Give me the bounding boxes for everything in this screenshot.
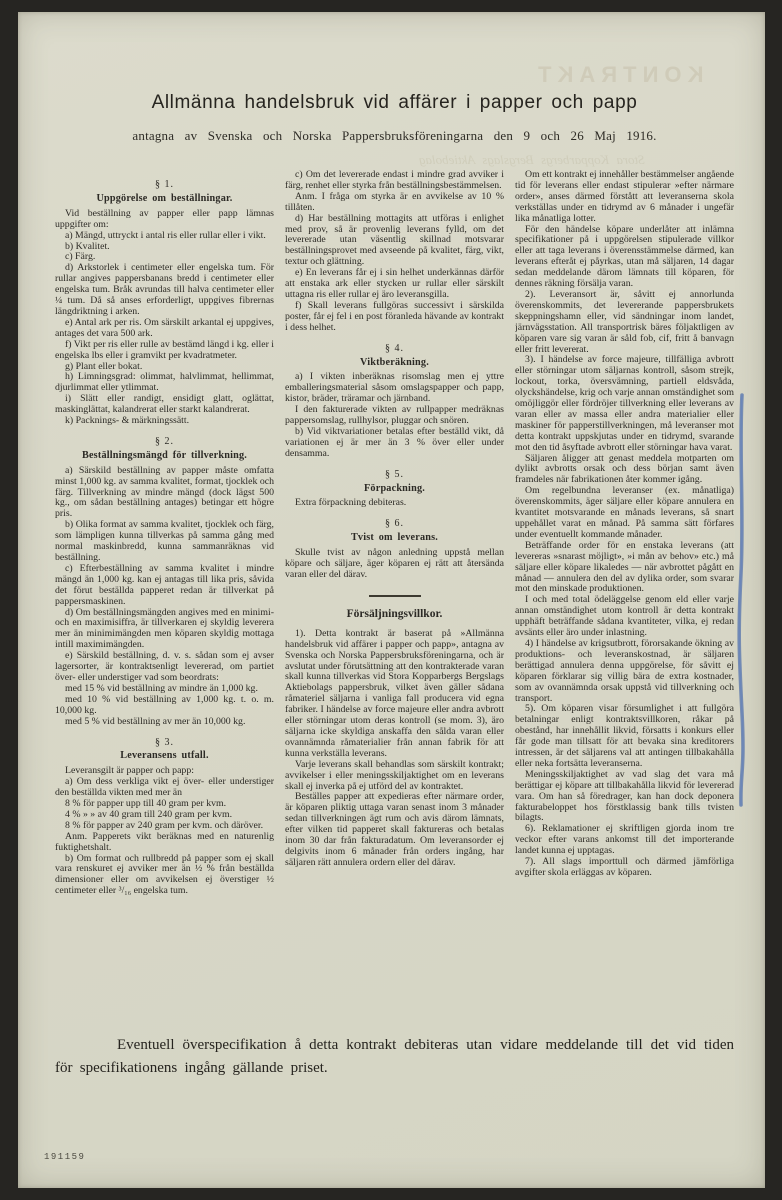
- paragraph: Extra förpackning debiteras.: [295, 497, 407, 509]
- paragraph: Leveransgilt är papper och papp:: [65, 765, 194, 777]
- page-content: [55, 12, 734, 1079]
- paragraph: I och med total ödeläggelse genom eld eller varje annan omständighet utom kontroll är detta kontrakt upphäft beträffande sådana kvantiteter, vilka, ej redan avsänts eller äro under inlastning.: [515, 594, 734, 639]
- paragraph: 6). Reklamationer ej skriftligen gjorda inom tre veckor efter varans ankomst till det importerande landet kunna ej upptagas.: [515, 823, 734, 857]
- paragraph: b) Om format och rullbredd på papper som ej skall vara renskuret ej avviker mer än ½ % från beställda dimensioner eller om avvikelsen ej överstiger ½ centimeter eller ³/₁₆ engelska tum.: [55, 852, 274, 897]
- column-3: [515, 170, 734, 1016]
- three-column-text-area: [55, 170, 734, 1016]
- separator-rule: [369, 595, 421, 597]
- paragraph: c) Efterbeställning av samma kvalitet i mindre mängd än 1,000 kg. kan ej antagas till lika pris, såvida det förut beställda papperet redan är tillverkat på pappersmaskinen.: [55, 562, 274, 607]
- paragraph: h) Limningsgrad: olimmat, halvlimmat, hellimmat, djurlimmat eller ytlimmat.: [55, 371, 274, 394]
- section-heading: Uppgörelse om beställningar.: [96, 192, 233, 204]
- column-2: [285, 170, 504, 1016]
- section-number: § 2.: [155, 435, 174, 447]
- paragraph: Om regelbundna leveranser (ex. månatliga) överenskommits, äger säljare eller köpare annulera en kvantitet motsvarande en månads leverans, så snart uppehållet varat en månad. På samma sätt förfares under eventuellt kommande månader.: [515, 485, 734, 540]
- paragraph: Anm. I fråga om styrka är en avvikelse av 10 % tillåten.: [285, 190, 504, 213]
- paragraph: e) Antal ark per ris. Om särskilt arkantal ej uppgives, antages det vara 500 ark.: [55, 316, 274, 339]
- showthrough-ghost-text: KONTRAKT: [531, 62, 703, 87]
- paragraph: b) Vid viktvariationer betalas efter beställd vikt, då variationen ej är mer än 3 % över eller under densamma.: [285, 425, 504, 459]
- paragraph: Beträffande order för en enstaka leverans (att levereras »snarast möjligt», »i mån av behov» etc.) må säljare eller köpare likaledes — när avbrottet pågått en månad — annulera den del av dylika order, som svarar mot den minskade produktionen.: [515, 539, 734, 595]
- paragraph: Vid beställning av papper eller papp lämnas uppgifter om:: [55, 207, 274, 230]
- paragraph: Skulle tvist av någon anledning uppstå mellan köpare och säljare, äger köparen ej rätt att återsända varan eller del därav.: [285, 547, 504, 580]
- paragraph: d) Arkstorlek i centimeter eller engelska tum. För rullar angives pappersbanans bredd i centimeter eller engelska tum. Bråk avrundas till halva centimeter eller ¼ tum. Då så anses erforderligt, uppgives fibrernas längdriktning i arken.: [55, 262, 274, 317]
- paragraph: med 5 % vid beställning av mer än 10,000 kg.: [65, 715, 246, 727]
- paragraph: c) Om det levererade endast i mindre grad avviker i färg, renhet eller styrka från beställningsbestämmelsen.: [285, 170, 504, 191]
- section-heading: Tvist om leverans.: [350, 532, 439, 544]
- paragraph: 4) I händelse av krigsutbrott, förorsakande ökning av produktions- och leveranskostnad, är säljaren berättigad annulera denna uppgörelse, för såvitt ej köparen förklarar sig villig bära de extra kostnader, som av ovannämnda orsak uppstå vid tillverkning och transport.: [515, 637, 734, 704]
- paragraph: Meningsskiljaktighet av vad slag det vara må berättigar ej köpare att tillbakahålla likvid för levererad vara. Om han så föredrager, kan han dock deponera fakturabeloppet hos förstklassig bank tills tvisten bilagts.: [515, 768, 734, 824]
- paragraph: g) Plant eller bokat.: [65, 360, 143, 372]
- document-title: Allmänna handelsbruk vid affärer i papper och papp: [151, 92, 638, 113]
- paragraph: f) Skall leverans fullgöras successivt i särskilda poster, får ej fel i en post föranleda hävande av kontrakt i dess helhet.: [285, 299, 504, 333]
- paragraph: 5). Om köparen visar försumlighet i att fullgöra betalningar enligt kontraktsvillkoren, råkar på obestånd, har innehållit likvid, försatts i konkurs eller får gode man tillsatt för att bevaka sina kreditorers intressen, är det säljarens val att antingen tillbakahålla eller neka fortsätta leveranserna.: [515, 703, 734, 769]
- paragraph: e) En leverans får ej i sin helhet underkännas därför att enstaka ark eller stycken ur rullar eller särskilt uttagna ris eller rullar ej äro leveransgilla.: [285, 267, 504, 300]
- paragraph: a) Mängd, uttryckt i antal ris eller rullar eller i vikt.: [65, 229, 266, 241]
- paragraph: a) I vikten inberäknas risomslag men ej yttre emballeringsmaterial såsom omslagspapper och papp, kistor, bräder, träramar och järnband.: [285, 371, 504, 405]
- paragraph: i) Slätt eller randigt, ensidigt glatt, oglättat, maskinglättat, kalandrerat eller starkt kalandrerat.: [55, 393, 274, 416]
- paragraph: b) Olika format av samma kvalitet, tjocklek och färg, som lämpligen kunna tillverkas på samma gång med normal maskinbredd, kunna sammanräknas vid beställning.: [55, 519, 274, 563]
- paragraph: 4 % » » av 40 gram till 240 gram per kvm.: [65, 808, 233, 820]
- paragraph: Anm. Papperets vikt beräknas med en naturenlig fuktighetshalt.: [55, 830, 274, 853]
- paragraph: a) Om dess verkliga vikt ej över- eller understiger den beställda vikten med mer än: [55, 776, 274, 799]
- paragraph: b) Kvalitet.: [65, 240, 110, 252]
- paragraph: 2). Leveransort är, såvitt ej annorlunda överenskommits, det levererande pappersbrukets skeppningshamn eller, vid sändningar inom landet, järnvägsstation. All transportrisk bäres följaktligen av köparen vare sig varan är såld fob, cif, fritt å banvagn eller fritt levererat.: [515, 288, 734, 355]
- section-heading: Beställningsmängd för tillverkning.: [81, 449, 248, 461]
- archive-number-stamp: 191159: [44, 1152, 86, 1162]
- paragraph: Varje leverans skall behandlas som särskilt kontrakt; avvikelser i eller meningsskiljaktighet om en leverans skall ej inverka på ej utförd del av kontraktet.: [285, 758, 504, 792]
- section-number: § 1.: [155, 179, 174, 190]
- paragraph: e) Särskild beställning, d. v. s. sådan som ej avser lagersorter, är kontraktsenligt levererad, om partiet över- eller understiger vad som beordrats:: [55, 650, 274, 683]
- paragraph: 3). I händelse av force majeure, tillfälliga avbrott eller störningar utom säljarnas kontroll, såsom strejk, lockout, torka, översvämning, partiell eldsvåda, olyckshändelse, krig och varje annan omständighet som omöjliggör eller fördröjer tillverkning eller leverans av varan eller av massa eller andra materialier eller maskiner för papperstillverkningen, må leveranser mot detta kontrakt uppskjutas under en tidrymd, svarande mot den tid åsyftade avbrott eller störningar hava varat.: [515, 354, 734, 453]
- showthrough-ghost-line: Stora Kopparbergs Bergslags Aktiebolag: [419, 152, 645, 167]
- paragraph: Säljaren åligger att genast meddela motparten om dylikt avbrotts orsak och dess början samt även framdeles när fabrikationen åter kommer igång.: [515, 452, 734, 486]
- paragraph: c) Färg.: [65, 251, 96, 263]
- section-number: § 6.: [385, 518, 404, 530]
- paragraph: 8 % för papper upp till 40 gram per kvm.: [65, 798, 227, 810]
- paragraph: 8 % för papper av 240 gram per kvm. och däröver.: [65, 819, 264, 831]
- paragraph: med 15 % vid beställning av mindre än 1,000 kg.: [65, 682, 258, 694]
- paragraph: För den händelse köpare underlåter att inlämna specifikationer på i uppgörelsen stipulerade villkor eller att taga leverans i överensstämmelse därmed, kan leverans efteråt ej påyrkas, utan må säljaren, 14 dagar sedan meddelande därom lämnats till köparen, för dennes räkning försälja varan.: [515, 223, 734, 290]
- paragraph: 1). Detta kontrakt är baserat på »Allmänna handelsbruk vid affärer i papper och papp», antagna av Svenska och Norska Pappersbruksföreningarna, och är avslutat under förutsättning att den kontrakterade varan skall kunna tillverkas vid Stora Kopparbergs Bergslags Aktiebolags pappersbruk, vilket även gäller sådana råmateriel säljarna i vanliga fall producera vid egna fabriker. I händelse av force majeure eller andra avbrott eller störningar utom deras kontroll (se mom. 3), äro säljarna icke skyldiga anskaffa den sålda varan eller ovannämnda råmaterialier från annan fabrik för att kunna verkställa leverans.: [285, 627, 504, 759]
- paragraph: k) Packnings- & märkningssätt.: [65, 415, 190, 427]
- paragraph: 7). All slags importtull och därmed jämförliga avgifter skola erläggas av köparen.: [515, 856, 734, 878]
- paragraph: d) Om beställningsmängden angives med en minimi- och en maximisiffra, är tillverkaren ej skyldig leverera mer än minimimängden men köparen skyldig mottaga intill maximimängden.: [55, 606, 274, 651]
- section-heading: Leveransens utfall.: [120, 750, 209, 762]
- section-number: § 3.: [155, 736, 174, 748]
- section-number: § 5.: [385, 468, 404, 480]
- paragraph: Beställes papper att expedieras efter närmare order, är köparen pliktig uttaga varan senast inom 3 månader sedan tillverkningen ägt rum och avis därom lämnats, efter vilken tid papperet skall faktureras och betalas inom 30 dar från fakturadatum. Om leveransorder ej delgivits inom 6 månader från orders ingång, har säljaren rätt annulera ordern eller del därav.: [285, 791, 504, 868]
- paragraph: a) Särskild beställning av papper måste omfatta minst 1,000 kg. av samma kvalitet, format, tjocklek och färg. Tillverkning av mindre mängd (dock lägst 500 kg., om sådan beställning antages) betingar ett högre pris.: [55, 464, 274, 520]
- overspecification-note: Eventuell överspecifikation å detta kontrakt debiteras utan vidare meddelande till det vid tiden för specifikationens ingång gällande priset.: [55, 1037, 734, 1076]
- paragraph: f) Vikt per ris eller rulle av bestämd längd i kg. eller i engelska lbs eller i gramvikt per kvadratmeter.: [55, 338, 274, 361]
- blue-pencil-margin-mark: [735, 393, 747, 807]
- column-1: [55, 170, 274, 1016]
- paragraph: med 10 % vid beställning av 1,000 kg. t. o. m. 10,000 kg.: [55, 693, 274, 716]
- paragraph: Om ett kontrakt ej innehåller bestämmelser angående tid för leverans eller endast stipulerar »efter närmare order», anses därmed förstått att leveranserna skola verkställas under en tidrymd av 6 månader i ungefär lika månatliga lotter.: [515, 170, 734, 224]
- section-number: § 4.: [385, 342, 404, 354]
- section-heading: Viktberäkning.: [360, 356, 429, 368]
- scanned-document-page: [18, 12, 765, 1188]
- paragraph: d) Har beställning mottagits att utföras i enlighet med prov, så är provenlig leverans fylld, om det levererade utan väsentlig skillnad motsvarar beställningsprovet med avseende på kvalitet, färg, vikt, textur och glättning.: [285, 212, 504, 268]
- document-subtitle: antagna av Svenska och Norska Pappersbruksföreningarna den 9 och 26 Maj 1916.: [132, 128, 657, 143]
- section-heading: Förpackning.: [364, 482, 425, 494]
- sales-conditions-heading: Försäljningsvillkor.: [346, 607, 443, 620]
- paragraph: I den fakturerade vikten av rullpapper medräknas pappersomslag, rullhylsor, pluggar och snören.: [285, 404, 504, 427]
